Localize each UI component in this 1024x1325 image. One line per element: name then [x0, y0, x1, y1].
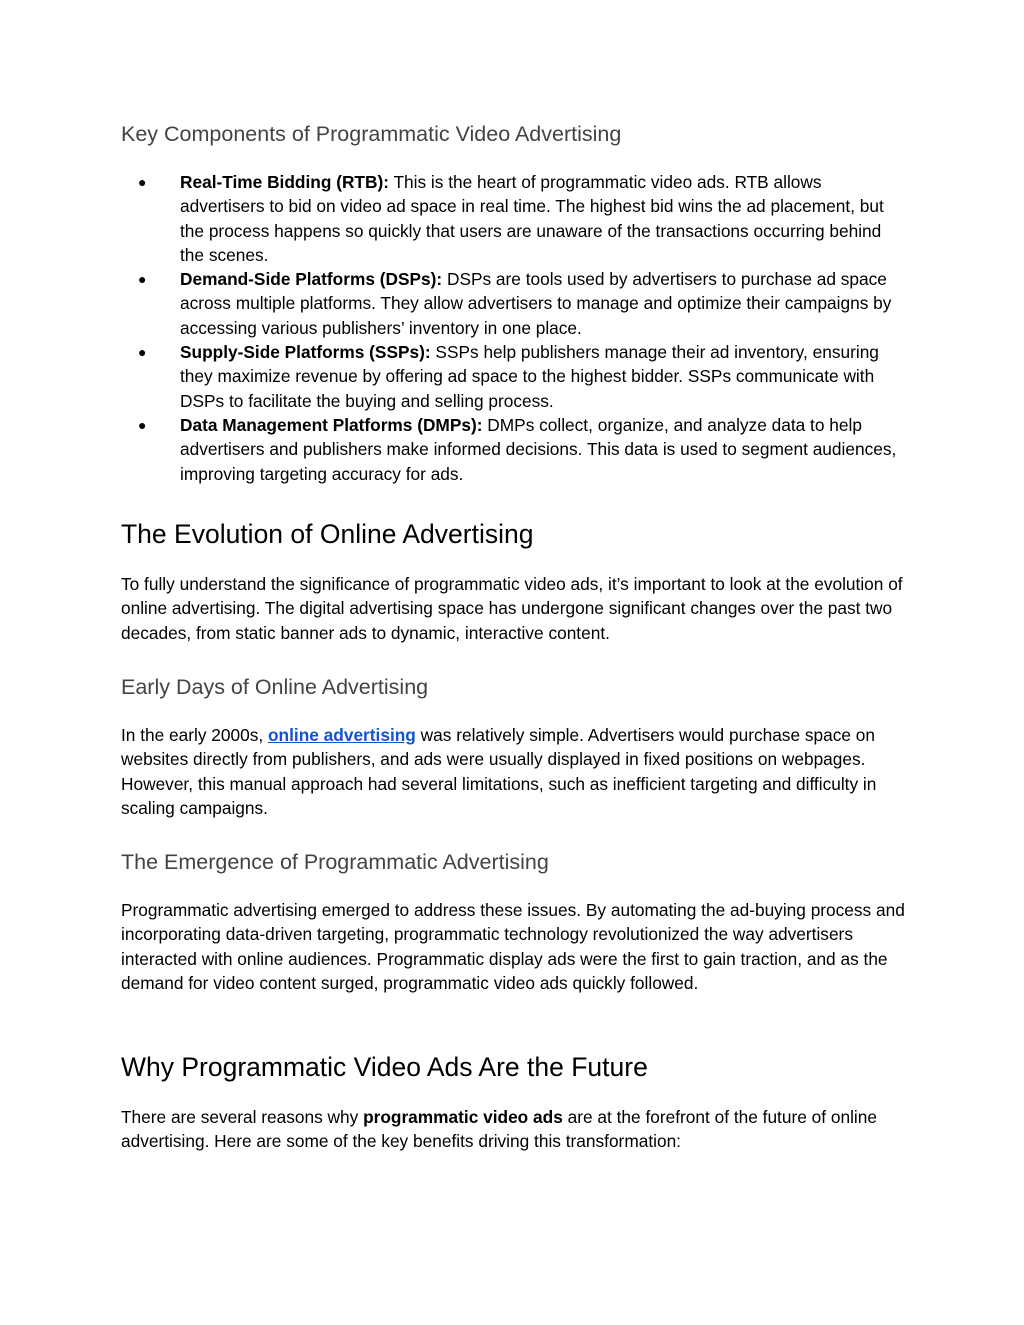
paragraph-bold-text: programmatic video ads — [363, 1107, 563, 1127]
paragraph-text: was relatively simple. Advertisers would purchase space on websites directly from publishers, and ads were usually displayed in fixed positions on webpages. However, this manual approach had several limitations, such as inefficient targeting and difficulty in scaling campaigns. — [121, 725, 877, 818]
list-item — [121, 267, 906, 340]
paragraph-evolution: To fully understand the significance of programmatic video ads, it’s important to look at the evolution of online advertising. The digital advertising space has undergone significant changes over the past two decades, from static banner ads to dynamic, interactive content. — [121, 574, 903, 643]
list-item-term: Demand-Side Platforms (DSPs): — [180, 269, 443, 290]
online-advertising-link[interactable]: online advertising — [267, 725, 416, 745]
paragraph-text: There are several reasons why — [121, 1107, 364, 1127]
list-item-text: DMPs collect, organize, and analyze data to help advertisers and publishers make informed decisions. This data is used to segment audiences, improving targeting accuracy for ads. — [180, 414, 897, 484]
paragraph-text: are at the forefront of the future of online advertising. Here are some of the key benefits driving this transformation: — [121, 1107, 877, 1152]
heading-why-future: Why Programmatic Video Ads Are the Future — [121, 1052, 648, 1082]
list-item — [121, 413, 906, 486]
bullet-icon: ● — [138, 174, 147, 190]
list-item-term: Data Management Platforms (DMPs): — [180, 414, 483, 435]
list-item — [121, 340, 906, 413]
bullet-icon: ● — [138, 271, 147, 288]
heading-key-components: Key Components of Programmatic Video Advertising — [121, 122, 622, 146]
paragraph-emergence: Programmatic advertising emerged to address these issues. By automating the ad-buying process and incorporating data-driven targeting, programmatic technology revolutionized the way advertisers interacted with online audiences. Programmatic display ads were the first to gain traction, and as the demand for video content surged, programmatic video ads quickly followed. — [121, 900, 905, 993]
paragraph-text: In the early 2000s, — [121, 725, 268, 745]
list-item-text: This is the heart of programmatic video ads. RTB allows advertisers to bid on video ad space in real time. The highest bid wins the ad placement, but the process happens so quickly that users are unaware of the transactions occurring behind the scenes. — [180, 172, 884, 265]
bullet-icon: ● — [138, 344, 147, 361]
list-item-text: SSPs help publishers manage their ad inventory, ensuring they maximize revenue by offering ad space to the highest bidder. SSPs communicate with DSPs to facilitate the buying and selling process. — [180, 342, 879, 411]
heading-early-days: Early Days of Online Advertising — [121, 675, 429, 699]
list-item-term: Supply-Side Platforms (SSPs): — [180, 342, 431, 363]
list-item-term: Real-Time Bidding (RTB): — [180, 172, 389, 192]
paragraph-why-future — [121, 1105, 906, 1154]
paragraph-early-days — [121, 723, 906, 820]
heading-emergence: The Emergence of Programmatic Advertising — [121, 850, 549, 874]
bullet-icon: ● — [138, 416, 147, 433]
key-components-list — [121, 170, 906, 486]
list-item — [121, 170, 906, 267]
list-item-text: DSPs are tools used by advertisers to purchase ad space across multiple platforms. They allow advertisers to manage and optimize their campaigns by accessing various publishers’ inventory in one place. — [180, 269, 892, 338]
heading-evolution: The Evolution of Online Advertising — [121, 519, 534, 549]
